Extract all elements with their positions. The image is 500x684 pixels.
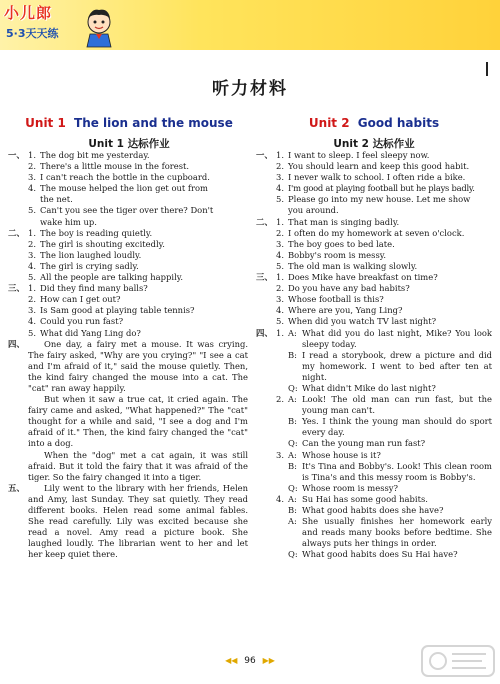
unit-1-heading bbox=[10, 116, 248, 130]
section-label: 三、 bbox=[256, 272, 273, 283]
item-text: The boy is reading quietly. bbox=[40, 227, 153, 238]
passage-paragraph: When the "dog" met a cat again, it was still afraid. But it told the fairy that it was afraid of the tiger. So the fairy changed it into a tiger. bbox=[28, 449, 248, 482]
page-number: 96 bbox=[244, 656, 256, 666]
item-text: Please go into my new house. Let me show bbox=[288, 194, 471, 205]
item-number: 3. bbox=[276, 449, 284, 460]
item-number: 2. bbox=[276, 283, 284, 294]
item-number: 5. bbox=[276, 260, 284, 271]
item-text: Where are you, Yang Ling? bbox=[288, 305, 403, 316]
item-number: 4. bbox=[276, 305, 284, 316]
section-label: 四、 bbox=[8, 338, 25, 349]
speaker-b: B: bbox=[288, 460, 297, 471]
item-text: the net. bbox=[40, 194, 73, 205]
dialog-line: Yes. I think the young man should do sport every day. bbox=[302, 416, 492, 438]
item-text: The lion laughed loudly. bbox=[40, 249, 142, 260]
section bbox=[256, 272, 492, 327]
item-number: 3. bbox=[28, 172, 36, 183]
speaker-q: Q: bbox=[288, 438, 298, 449]
item-number bbox=[28, 194, 40, 205]
section bbox=[8, 283, 248, 338]
section-label: 一、 bbox=[256, 150, 273, 160]
watermark-stamp-icon bbox=[420, 642, 496, 680]
item-number: 1. bbox=[276, 327, 284, 338]
item-number: 4. bbox=[28, 260, 36, 271]
item-number: 2. bbox=[276, 394, 284, 405]
passage-paragraph: Lily went to the library with her friends, Helen and Amy, last Sunday. They sat quietly. They read different books. Helen read some animal fables. She read carefully. Lily was excited because she read a novel. Amy read a picture book. She laughed loudly. The librarian went to her and let her keep quiet there. bbox=[28, 482, 248, 560]
section-label: 二、 bbox=[8, 227, 25, 238]
section-label: 一、 bbox=[8, 150, 25, 160]
section bbox=[256, 328, 492, 561]
item-text: That man is singing badly. bbox=[288, 216, 400, 227]
speaker-q: Q: bbox=[288, 382, 298, 393]
speaker-b: B: bbox=[288, 505, 297, 515]
section bbox=[256, 217, 492, 272]
item-text: Is Sam good at playing table tennis? bbox=[40, 305, 195, 316]
prev-arrows-icon: ◀◀ bbox=[225, 656, 238, 665]
passage-paragraph: One day, a fairy met a mouse. It was crying. The fairy asked, "Why are you crying?" "I see a cat and I'm afraid of it," said the mouse quietly. Then, the kind fairy changed the mouse into a cat. The "cat" ran away happily. bbox=[28, 338, 248, 393]
speaker-a: A: bbox=[288, 516, 297, 527]
item-text: What did Yang Ling do? bbox=[40, 327, 141, 338]
item-text: you around. bbox=[288, 205, 339, 216]
unit-2-heading bbox=[258, 116, 490, 130]
unit-1-label: Unit 1 bbox=[25, 116, 66, 130]
item-text: I never walk to school. I often ride a bike. bbox=[288, 172, 466, 183]
item-number: 1. bbox=[276, 216, 284, 227]
section bbox=[256, 150, 492, 217]
unit-1-subheading: Unit 1 达标作业 bbox=[88, 138, 170, 150]
speaker-q: Q: bbox=[288, 549, 298, 560]
item-number bbox=[28, 217, 40, 228]
speaker-a: A: bbox=[288, 493, 297, 504]
item-text: Can't you see the tiger over there? Don't bbox=[40, 205, 214, 216]
unit-2-label: Unit 2 bbox=[308, 116, 350, 130]
item-text: Bobby's room is messy. bbox=[288, 249, 387, 260]
dialog-line: Su Hai has some good habits. bbox=[302, 493, 428, 504]
item-number: 1. bbox=[276, 272, 284, 283]
dialog-question: Can the young man run fast? bbox=[302, 438, 426, 449]
section bbox=[8, 339, 248, 483]
section-label: 五、 bbox=[8, 482, 25, 493]
speaker-a: A: bbox=[288, 449, 297, 460]
next-arrows-icon: ▶▶ bbox=[262, 656, 275, 665]
dialog-question: What didn't Mike do last night? bbox=[302, 382, 436, 393]
right-column bbox=[256, 150, 492, 560]
item-text: How can I get out? bbox=[40, 294, 121, 305]
unit-1-title: The lion and the mouse bbox=[74, 116, 233, 130]
item-text: The girl is crying sadly. bbox=[40, 260, 139, 271]
left-column bbox=[8, 150, 248, 560]
item-text: Did they find many balls? bbox=[40, 283, 148, 294]
item-text: The old man is walking slowly. bbox=[288, 260, 418, 271]
unit-2-title: Good habits bbox=[357, 116, 440, 130]
item-number: 4. bbox=[276, 249, 284, 260]
speaker-b: B: bbox=[288, 416, 297, 427]
item-number: 5. bbox=[276, 316, 284, 327]
item-text: I'm good at playing football but he plays badly. bbox=[288, 183, 475, 194]
item-number: 3. bbox=[28, 249, 36, 260]
item-number: 2. bbox=[28, 238, 36, 249]
item-number: 2. bbox=[276, 227, 284, 238]
speaker-q: Q: bbox=[288, 482, 298, 493]
item-number: 5. bbox=[28, 327, 36, 338]
item-text: The girl is shouting excitedly. bbox=[40, 238, 165, 249]
item-text: wake him up. bbox=[40, 216, 97, 227]
item-text: Does Mike have breakfast on time? bbox=[288, 272, 438, 283]
dialog-line: She usually finishes her homework early and reads many books before bedtime. She always puts her things in order. bbox=[302, 516, 492, 549]
dialog-question: Whose room is messy? bbox=[302, 482, 399, 493]
item-number: 5. bbox=[276, 194, 284, 205]
section bbox=[8, 228, 248, 283]
item-text: When did you watch TV last night? bbox=[288, 316, 437, 327]
item-number: 4. bbox=[28, 316, 36, 327]
item-text: The dog bit me yesterday. bbox=[40, 150, 150, 160]
item-number: 2. bbox=[28, 161, 36, 172]
brand-name: 小儿郎 bbox=[4, 4, 53, 22]
section-label: 三、 bbox=[8, 283, 25, 294]
item-text: I can't reach the bottle in the cupboard. bbox=[40, 172, 210, 183]
item-number: 5. bbox=[28, 205, 36, 216]
item-number: 4. bbox=[276, 493, 284, 504]
speaker-b: B: bbox=[288, 349, 297, 360]
item-number: 1. bbox=[276, 150, 284, 160]
item-text: The boy goes to bed late. bbox=[288, 238, 395, 249]
dialog-line: I read a storybook, drew a picture and did my homework. I went to bed after ten at night. bbox=[302, 349, 492, 382]
item-number bbox=[276, 205, 288, 216]
item-number: 1. bbox=[28, 283, 36, 294]
item-number: 3. bbox=[276, 238, 284, 249]
section-label: 二、 bbox=[256, 216, 273, 227]
item-text: There's a little mouse in the forest. bbox=[40, 161, 190, 172]
item-number: 4. bbox=[276, 183, 284, 194]
item-number: 3. bbox=[28, 305, 36, 316]
dialog-line: What did you do last night, Mike? You look sleepy today. bbox=[302, 327, 492, 349]
brand-logo bbox=[4, 2, 114, 48]
section-label: 四、 bbox=[256, 327, 273, 338]
item-text: You should learn and keep this good habit. bbox=[288, 161, 470, 172]
dialog-line: Look! The old man can run fast, but the young man can't. bbox=[302, 394, 492, 416]
item-text: I want to sleep. I feel sleepy now. bbox=[288, 150, 430, 160]
item-number: 1. bbox=[28, 227, 36, 238]
item-text: Could you run fast? bbox=[40, 316, 124, 327]
mascot-boy-icon bbox=[82, 6, 116, 48]
item-text: I often do my homework at seven o'clock. bbox=[288, 227, 465, 238]
item-text: All the people are talking happily. bbox=[40, 272, 184, 283]
dialog-line: Whose house is it? bbox=[302, 449, 381, 460]
item-number: 3. bbox=[276, 294, 284, 305]
item-number: 3. bbox=[276, 172, 284, 183]
section bbox=[8, 483, 248, 561]
item-text: Do you have any bad habits? bbox=[288, 283, 410, 294]
dialog-line: It's Tina and Bobby's. Look! This clean room is Tina's and this messy room is Bobby's. bbox=[302, 460, 492, 482]
dialog-line: What good habits does she have? bbox=[302, 505, 444, 515]
item-number: 1. bbox=[28, 150, 36, 160]
speaker-a: A: bbox=[288, 394, 297, 405]
dialog-question: What good habits does Su Hai have? bbox=[302, 549, 458, 560]
page-title: 听力材料 bbox=[212, 79, 288, 99]
speaker-a: A: bbox=[288, 327, 297, 338]
item-text: Whose football is this? bbox=[288, 294, 384, 305]
item-number: 2. bbox=[28, 294, 36, 305]
item-number: 5. bbox=[28, 272, 36, 283]
unit-2-subheading: Unit 2 达标作业 bbox=[333, 138, 415, 150]
item-text: The mouse helped the lion get out from bbox=[40, 183, 208, 194]
passage-paragraph: But when it saw a true cat, it cried again. The fairy came and asked, "What happened?" The "cat" thought for a while and said, "I see a dog and I'm afraid of it." Then, the kind fairy changed the "cat" into a dog. bbox=[28, 394, 248, 449]
series-name: 5·3天天练 bbox=[6, 27, 59, 40]
section bbox=[8, 150, 248, 228]
item-number: 4. bbox=[28, 183, 36, 194]
item-number: 2. bbox=[276, 161, 284, 172]
